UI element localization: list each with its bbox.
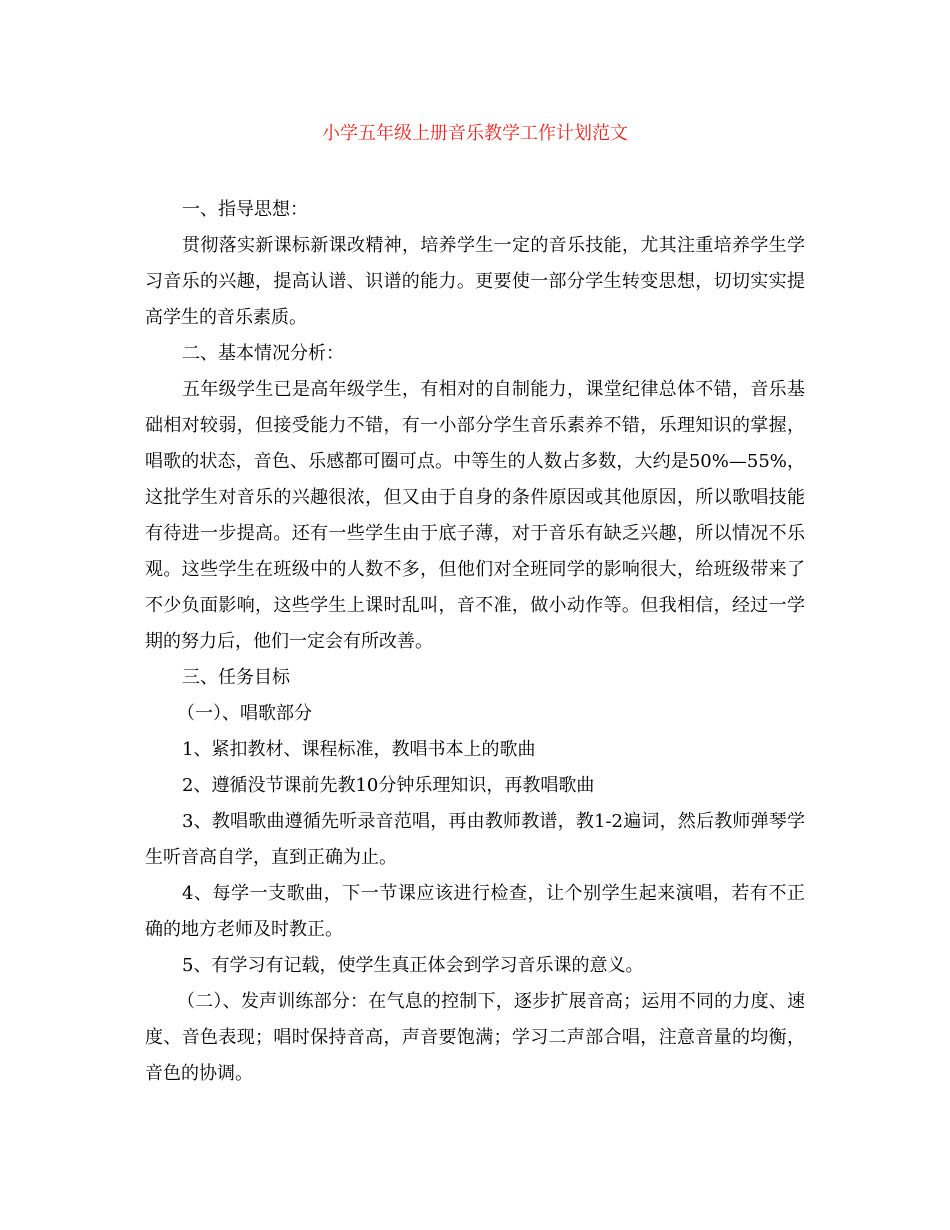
heading-guiding-ideology: 一、指导思想： — [182, 199, 308, 220]
list-item-4: 4、每学一支歌曲，下一节课应该进行检查，让个别学生起来演唱，若有不正确的地方老师及时教正。 — [145, 883, 805, 940]
list-item-1: 1、紧扣教材、课程标准，教唱书本上的歌曲 — [182, 739, 536, 760]
list-item-2: 2、遵循没节课前先教10分钟乐理知识，再教唱歌曲 — [182, 775, 595, 796]
paragraph-vocal-training: （二）、发声训练部分：在气息的控制下，逐步扩展音高；运用不同的力度、速度、音色表现；唱时保持音高，声音要饱满；学习二声部合唱，注意音量的均衡，音色的协调。 — [145, 991, 805, 1084]
list-item-5: 5、有学习有记载，使学生真正体会到学习音乐课的意义。 — [182, 955, 644, 976]
paragraph-guiding-ideology: 贯彻落实新课标新课改精神，培养学生一定的音乐技能，尤其注重培养学生学习音乐的兴趣，提高认谱、识谱的能力。更要使一部分学生转变思想，切切实实提高学生的音乐素质。 — [145, 235, 805, 328]
paragraph-situation-analysis: 五年级学生已是高年级学生，有相对的自制能力，课堂纪律总体不错，音乐基础相对较弱，但接受能力不错，有一小部分学生音乐素养不错，乐理知识的掌握，唱歌的状态，音色、乐感都可圈可点。中等生的人数占多数，大约是50%—55%，这批学生对音乐的兴趣很浓，但又由于自身的条件原因或其他原因，所以歌唱技能有待进一步提高。还有一些学生由于底子薄，对于音乐有缺乏兴趣，所以情况不乐观。这些学生在班级中的人数不多，但他们对全班同学的影响很大，给班级带来了不少负面影响，这些学生上课时乱叫，音不准，做小动作等。但我相信，经过一学期的努力后，他们一定会有所改善。 — [145, 379, 805, 652]
subheading-singing: （一）、唱歌部分 — [177, 703, 312, 724]
document-body — [145, 192, 805, 1092]
list-item-3: 3、教唱歌曲遵循先听录音范唱，再由教师教谱，教1-2遍词，然后教师弹琴学生听音高自学，直到正确为止。 — [145, 811, 805, 868]
document-title: 小学五年级上册音乐教学工作计划范文 — [322, 123, 628, 144]
heading-situation-analysis: 二、基本情况分析： — [182, 343, 344, 364]
heading-task-goals: 三、任务目标 — [182, 667, 290, 688]
